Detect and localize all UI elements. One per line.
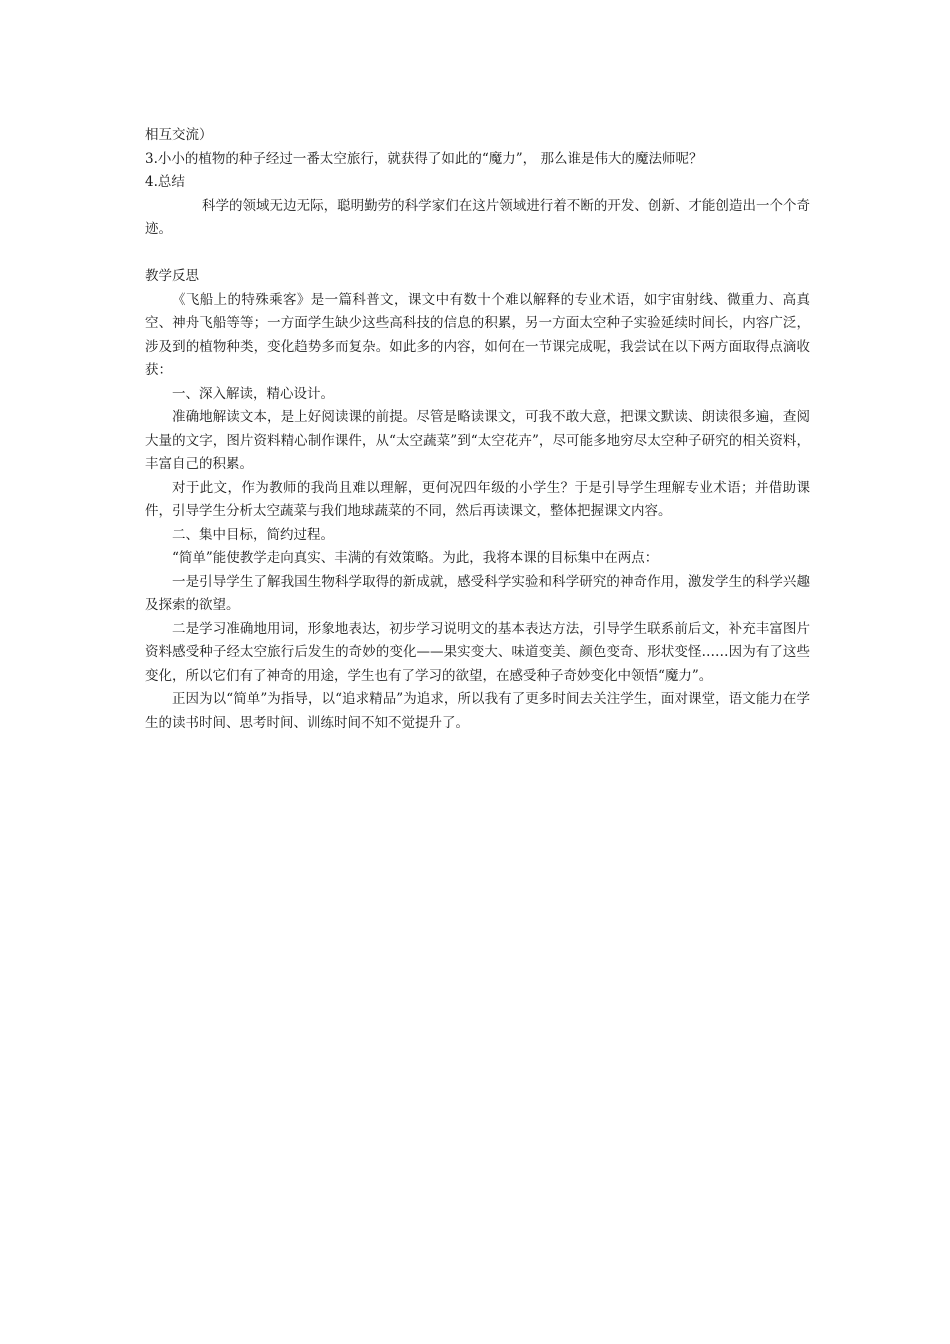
reflection-paragraph: 正因为以“简单”为指导，以“追求精品”为追求，所以我有了更多时间去关注学生，面对课堂，语文能力在学生的读书时间、思考时间、训练时间不知不觉提升了。 — [145, 691, 810, 731]
reflection-paragraph: 一是引导学生了解我国生物科学取得的新成就，感受科学实验和科学研究的神奇作用，激发学生的科学兴趣及探索的欲望。 — [145, 573, 810, 613]
reflection-paragraph: 对于此文，作为教师的我尚且难以理解，更何况四年级的小学生？于是引导学生理解专业术语；并借助课件，引导学生分析太空蔬菜与我们地球蔬菜的不同，然后再读课文，整体把握课文内容。 — [145, 479, 810, 519]
reflection-paragraph: “简单”能使教学走向真实、丰满的有效策略。为此，我将本课的目标集中在两点： — [172, 550, 659, 566]
document-body — [145, 124, 810, 735]
summary-paragraph: 科学的领域无边无际，聪明勤劳的科学家们在这片领域进行着不断的开发、创新、才能创造出一个个奇迹。 — [145, 197, 810, 237]
reflection-paragraph-intro: 《飞船上的特殊乘客》是一篇科普文，课文中有数十个难以解释的专业术语，如宇宙射线、微重力、高真空、神舟飞船等等；一方面学生缺少这些高科技的信息的积累，另一方面太空种子实验延续时间长，内容广泛，涉及到的植物种类，变化趋势多而复杂。如此多的内容，如何在一节课完成呢，我尝试在以下两方面取得点滴收获： — [145, 291, 810, 378]
spacer — [145, 242, 810, 266]
reflection-paragraph: 二是学习准确地用词，形象地表达，初步学习说明文的基本表达方法，引导学生联系前后文，补充丰富图片资料感受种子经太空旅行后发生的奇妙的变化——果实变大、味道变美、颜色变奇、形状变怪……因为有了这些变化，所以它们有了神奇的用途，学生也有了学习的欲望，在感受种子奇妙变化中领悟“魔力”。 — [145, 620, 810, 684]
reflection-title: 教学反思 — [145, 268, 199, 284]
reflection-paragraph: 准确地解读文本，是上好阅读课的前提。尽管是略读课文，可我不敢大意，把课文默读、朗读很多遍，查阅大量的文字，图片资料精心制作课件，从“太空蔬菜”到“太空花卉”，尽可能多地穷尽太空种子研究的相关资料，丰富自己的积累。 — [145, 409, 810, 472]
question-3: 3.小小的植物的种子经过一番太空旅行，就获得了如此的“魔力”， 那么谁是伟大的魔法师呢？ — [145, 150, 703, 167]
reflection-heading-2: 二、集中目标，简约过程。 — [172, 526, 334, 543]
reflection-heading-1: 一、深入解读，精心设计。 — [172, 385, 334, 402]
section-4-heading: 4.总结 — [145, 174, 185, 190]
continued-line: 相互交流） — [145, 127, 213, 143]
